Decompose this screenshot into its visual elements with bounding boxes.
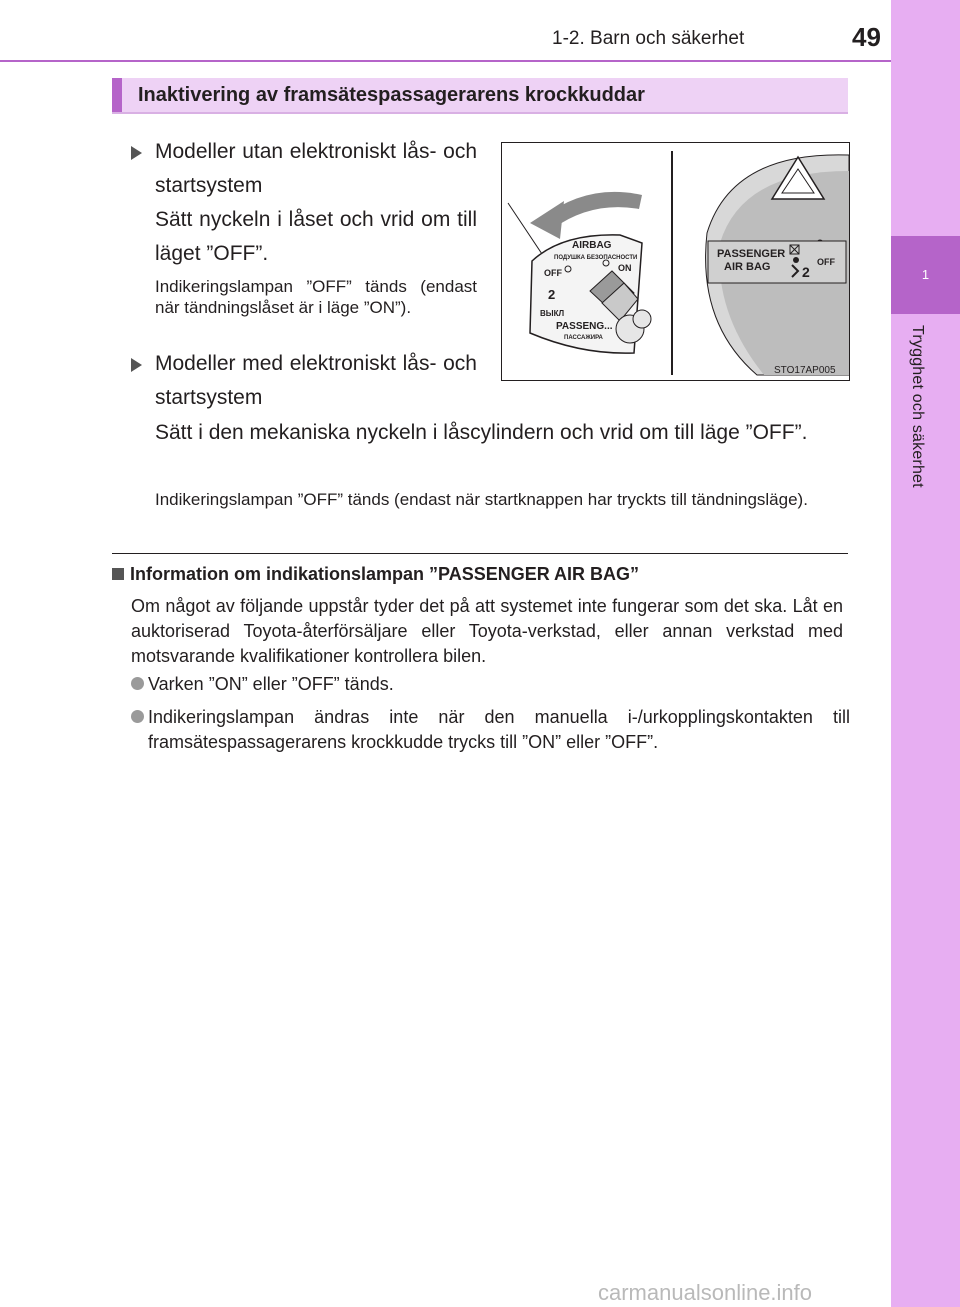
subheading-models-without-text: Modeller utan elektroniskt lås- och startsystem: [155, 140, 477, 197]
indicator-passenger-label: PASSENGER: [717, 248, 786, 260]
switch-seat-number: 2: [548, 287, 556, 302]
switch-title-label: AIRBAG: [572, 240, 612, 251]
subheading-models-with-text: Modeller med elektroniskt lås- och startsystem: [155, 352, 477, 409]
info-heading-text: Information om indikationslampan ”PASSENGER AIR BAG”: [130, 564, 640, 584]
info-bullet-item: [148, 705, 850, 755]
switch-on-label: ON: [618, 263, 632, 273]
chapter-label: Trygghet och säkerhet: [909, 325, 926, 488]
airbag-switch-drawing: [502, 143, 849, 380]
switch-passenger-ru-label: ПАССАЖИРА: [564, 335, 603, 341]
header-rule: [0, 60, 891, 62]
figure-code: STO17AP005: [774, 365, 836, 376]
watermark: carmanualsonline.info: [598, 1280, 813, 1305]
switch-off-ru-label: ВЫКЛ: [540, 309, 565, 318]
indicator-seat-number: 2: [802, 264, 810, 280]
info-bullet-text: Indikeringslampan ändras inte när den manuella i-/urkopplingskontakten till framsätespassagerarens krockkudde trycks till ”ON” eller ”OFF”.: [148, 707, 850, 752]
triangle-bullet-icon: [131, 358, 142, 372]
subheading-models-with: [155, 347, 477, 415]
info-bullet-text: Varken ”ON” eller ”OFF” tänds.: [148, 674, 394, 694]
triangle-bullet-icon: [131, 146, 142, 160]
indicator-airbag-label: AIR BAG: [724, 261, 771, 273]
chapter-tab[interactable]: 1: [891, 236, 960, 314]
info-heading: [112, 564, 639, 585]
airbag-switch-illustration: [501, 142, 850, 381]
circle-bullet-icon: [131, 677, 144, 690]
instruction-models-without: Sätt nyckeln i låset och vrid om till läget ”OFF”.: [155, 208, 477, 265]
instruction-models-with: Sätt i den mekaniska nyckeln i låscylindern och vrid om till läge ”OFF”.: [155, 421, 808, 444]
section-divider: [112, 553, 848, 554]
info-body: Om något av följande uppstår tyder det på att systemet inte fungerar som det ska. Låt en auktoriserad Toyota-återförsäljare eller Toyota-verkstad, eller annan verkstad med motsvarande kvalifikationer kontrollera bilen.: [131, 596, 843, 666]
info-bullet-item: [148, 672, 848, 697]
rotate-arrow-icon: [530, 201, 564, 239]
note-models-without: Indikeringslampan ”OFF” tänds (endast när tändningslåset är i läge ”ON”).: [155, 277, 477, 317]
section-title-bar: [112, 78, 848, 112]
dashboard-panel: [706, 155, 849, 375]
page-number: 49: [852, 22, 881, 52]
chapter-sidebar: [891, 0, 960, 1307]
switch-passenger-label: PASSENG...: [556, 321, 613, 332]
square-bullet-icon: [112, 568, 124, 580]
circle-bullet-icon: [131, 710, 144, 723]
subheading-models-without: [155, 135, 477, 203]
note-models-with: Indikeringslampan ”OFF” tänds (endast när startknappen har tryckts till tändningsläge).: [155, 490, 808, 509]
switch-title-ru-label: ПОДУШКА БЕЗОПАСНОСТИ: [554, 255, 638, 261]
section-title: Inaktivering av framsätespassagerarens krockkuddar: [138, 84, 645, 106]
header-section-title: 1-2. Barn och säkerhet: [552, 28, 745, 49]
switch-off-label: OFF: [544, 268, 562, 278]
indicator-off-label: OFF: [817, 257, 835, 267]
